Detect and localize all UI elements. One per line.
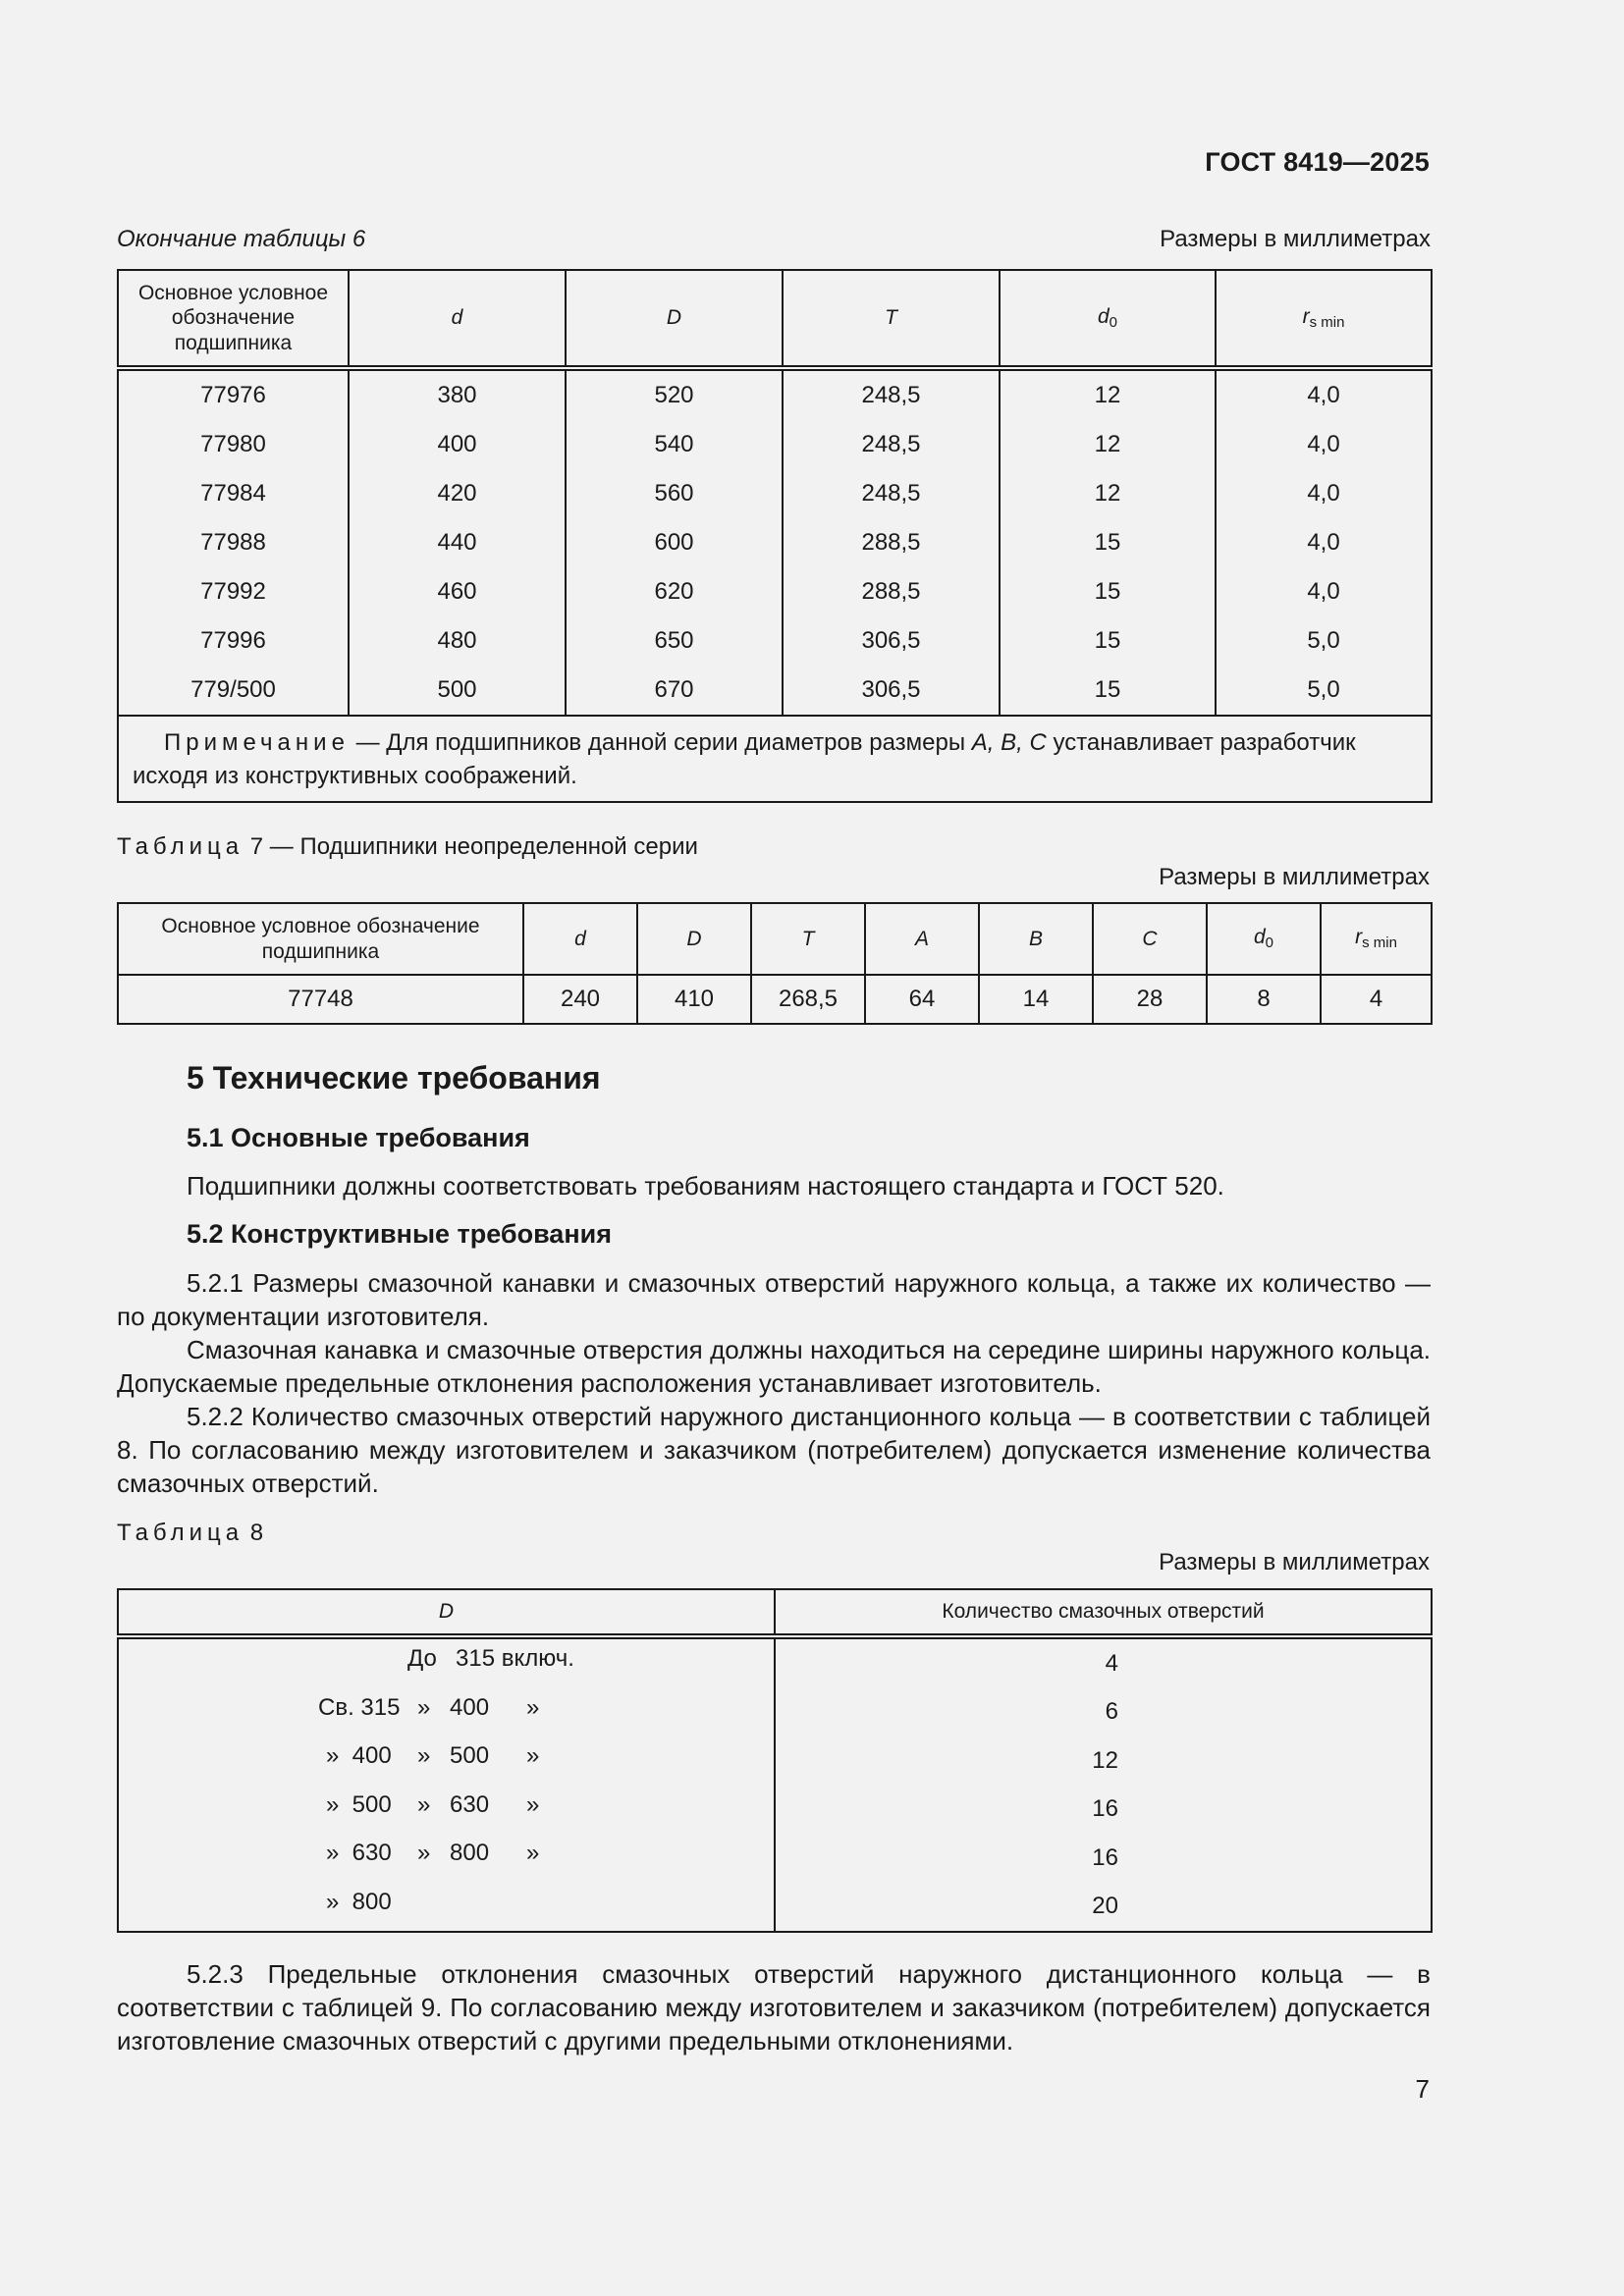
paragraphs-5-2-3 (117, 1957, 1431, 2057)
page-number: 7 (1415, 2074, 1430, 2104)
table7-header-row (118, 903, 1432, 975)
range-part-a: До (407, 1645, 437, 1673)
cell-D: 670 (566, 666, 783, 716)
cell-rs: 5,0 (1216, 616, 1432, 666)
table6-caption-row (117, 226, 1430, 253)
range-part-a: » 630 (326, 1840, 392, 1867)
paragraph-5-2-3: 5.2.3 Предельные отклонения смазочных отверстий наружного дистанционного кольца — в соответствии с таблицей 9. По согласованию между изготовителем и заказчиком (потребителем) допускается изготовление смазочных отверстий с другими предельными отклонениями. (117, 1959, 1431, 2056)
cell-d0: 15 (1000, 567, 1216, 616)
paragraph-5-1: Подшипники должны соответствовать требованиям настоящего стандарта и ГОСТ 520. (187, 1171, 1224, 1201)
col-d: d (523, 903, 637, 975)
table8-caption: Таблица 8 (117, 1520, 264, 1546)
cell-D: 620 (566, 567, 783, 616)
table-row (118, 567, 1432, 616)
cell-qty: 16 (775, 1834, 1432, 1883)
cell-T: 306,5 (783, 616, 1000, 666)
col-D: D (566, 270, 783, 368)
range-part-b: » (417, 1790, 431, 1818)
range-part-a: » 800 (326, 1888, 392, 1915)
cell-D: 560 (566, 469, 783, 518)
note-label: Примечание (164, 729, 350, 756)
range-part-b: » (417, 1693, 431, 1721)
table-row (118, 469, 1432, 518)
col-T: T (751, 903, 865, 975)
table-row (118, 666, 1432, 716)
cell-T: 248,5 (783, 368, 1000, 420)
subsection-title-5-1: 5.1 Основные требования (187, 1123, 530, 1152)
cell-d0: 12 (1000, 420, 1216, 469)
cell-rs: 4,0 (1216, 368, 1432, 420)
col-d: d (349, 270, 566, 368)
table-row (118, 1688, 1432, 1737)
range-part-c: 400 (450, 1693, 490, 1721)
col-designation: Основное условное обозначение подшипника (118, 903, 523, 975)
cell-d: 400 (349, 420, 566, 469)
cell-designation: 77976 (118, 368, 349, 420)
cell-C: 28 (1093, 975, 1207, 1024)
cell-range (118, 1786, 775, 1835)
table6-units: Размеры в миллиметрах (1160, 226, 1431, 252)
table8-header-row (118, 1589, 1432, 1636)
col-qty: Количество смазочных отверстий (775, 1589, 1432, 1636)
range-part-d: » (526, 1742, 540, 1770)
table6-caption: Окончание таблицы 6 (117, 226, 366, 252)
table-row (118, 1834, 1432, 1883)
paragraphs-5-2 (117, 1266, 1431, 1500)
cell-rs: 4,0 (1216, 518, 1432, 567)
cell-range (118, 1883, 775, 1933)
subsection-title-5-2: 5.2 Конструктивные требования (187, 1219, 612, 1249)
range-part-a: » 500 (326, 1790, 392, 1818)
table7-caption: Таблица 7 — Подшипники неопределенной серии (117, 833, 698, 860)
col-d0: $d_0$ (1000, 270, 1216, 368)
table-row (118, 1883, 1432, 1933)
cell-B: 14 (979, 975, 1093, 1024)
cell-A: 64 (865, 975, 979, 1024)
cell-T: 288,5 (783, 567, 1000, 616)
cell-range (118, 1636, 775, 1688)
table-row (118, 368, 1432, 420)
section-title: 5 Технические требования (187, 1060, 601, 1095)
table6-note: Примечание — Для подшипников данной серии диаметров размеры A, B, C устанавливает разработчик исходя из конструктивных соображений. (118, 716, 1432, 802)
cell-d0: 12 (1000, 469, 1216, 518)
cell-qty: 6 (775, 1688, 1432, 1737)
range-part-c: 630 (450, 1790, 490, 1818)
cell-rs: 4,0 (1216, 469, 1432, 518)
cell-T: 306,5 (783, 666, 1000, 716)
range-part-b: » (417, 1742, 431, 1770)
cell-d: 500 (349, 666, 566, 716)
paragraph-5-2-1: 5.2.1 Размеры смазочной канавки и смазочных отверстий наружного кольца, а также их количество — по документации изготовителя. (117, 1268, 1431, 1331)
table6 (117, 269, 1433, 803)
col-D: D (637, 903, 751, 975)
col-D: D (118, 1589, 775, 1636)
table8-units: Размеры в миллиметрах (1159, 1549, 1430, 1575)
table6-header-row (118, 270, 1432, 368)
cell-designation: 77988 (118, 518, 349, 567)
col-T: T (783, 270, 1000, 368)
cell-D: 600 (566, 518, 783, 567)
cell-D: 410 (637, 975, 751, 1024)
cell-d: 460 (349, 567, 566, 616)
cell-rs: 4,0 (1216, 567, 1432, 616)
document-id: ГОСТ 8419—2025 (1205, 147, 1430, 177)
cell-d0: 15 (1000, 616, 1216, 666)
cell-d: 420 (349, 469, 566, 518)
range-part-d: » (526, 1840, 540, 1867)
cell-qty: 20 (775, 1883, 1432, 1933)
table-row (118, 420, 1432, 469)
cell-T: 268,5 (751, 975, 865, 1024)
cell-designation: 779/500 (118, 666, 349, 716)
cell-rs-min: 4 (1321, 975, 1432, 1024)
table-row (118, 1786, 1432, 1835)
paragraph-5-2-2: 5.2.2 Количество смазочных отверстий наружного дистанционного кольца — в соответствии с таблицей 8. По согласованию между изготовителем и заказчиком (потребителем) допускается изменение количества смазочных отверстий. (117, 1402, 1431, 1498)
table-row (118, 616, 1432, 666)
table7-units: Размеры в миллиметрах (1159, 864, 1430, 890)
table8 (117, 1588, 1433, 1933)
cell-range (118, 1688, 775, 1737)
cell-d0: 8 (1207, 975, 1321, 1024)
col-rs-min: $r_{s min}$ (1321, 903, 1432, 975)
cell-d: 480 (349, 616, 566, 666)
col-C: C (1093, 903, 1207, 975)
cell-qty: 12 (775, 1736, 1432, 1786)
cell-d0: 15 (1000, 518, 1216, 567)
cell-D: 650 (566, 616, 783, 666)
cell-designation: 77748 (118, 975, 523, 1024)
table-row (118, 975, 1432, 1024)
col-A: A (865, 903, 979, 975)
cell-designation: 77984 (118, 469, 349, 518)
range-part-c: 500 (450, 1742, 490, 1770)
cell-designation: 77996 (118, 616, 349, 666)
cell-d: 240 (523, 975, 637, 1024)
table6-note-row (118, 716, 1432, 802)
col-designation: Основное условное обозначение подшипника (118, 270, 349, 368)
col-rs-min: $r_{s min}$ (1216, 270, 1432, 368)
cell-T: 248,5 (783, 469, 1000, 518)
cell-rs: 5,0 (1216, 666, 1432, 716)
cell-d0: 12 (1000, 368, 1216, 420)
cell-range (118, 1834, 775, 1883)
table-row (118, 1736, 1432, 1786)
cell-qty: 4 (775, 1636, 1432, 1688)
range-part-d: » (526, 1693, 540, 1721)
cell-T: 248,5 (783, 420, 1000, 469)
range-part-a: » 400 (326, 1742, 392, 1770)
cell-T: 288,5 (783, 518, 1000, 567)
paragraph-5-2-1b: Смазочная канавка и смазочные отверстия должны находиться на середине ширины наружного кольца. Допускаемые предельные отклонения расположения устанавливает изготовитель. (117, 1335, 1431, 1398)
cell-d: 440 (349, 518, 566, 567)
cell-D: 540 (566, 420, 783, 469)
table7 (117, 902, 1433, 1025)
cell-range (118, 1736, 775, 1786)
table-row (118, 518, 1432, 567)
col-B: B (979, 903, 1093, 975)
cell-designation: 77992 (118, 567, 349, 616)
cell-d0: 15 (1000, 666, 1216, 716)
range-part-a: Св. 315 (318, 1693, 401, 1721)
range-part-d: » (526, 1790, 540, 1818)
cell-rs: 4,0 (1216, 420, 1432, 469)
cell-d: 380 (349, 368, 566, 420)
cell-qty: 16 (775, 1786, 1432, 1835)
cell-designation: 77980 (118, 420, 349, 469)
range-part-b: » (417, 1840, 431, 1867)
table-row (118, 1636, 1432, 1688)
col-d0: $d_0$ (1207, 903, 1321, 975)
range-part-c: 315 включ. (456, 1645, 574, 1673)
range-part-c: 800 (450, 1840, 490, 1867)
cell-D: 520 (566, 368, 783, 420)
